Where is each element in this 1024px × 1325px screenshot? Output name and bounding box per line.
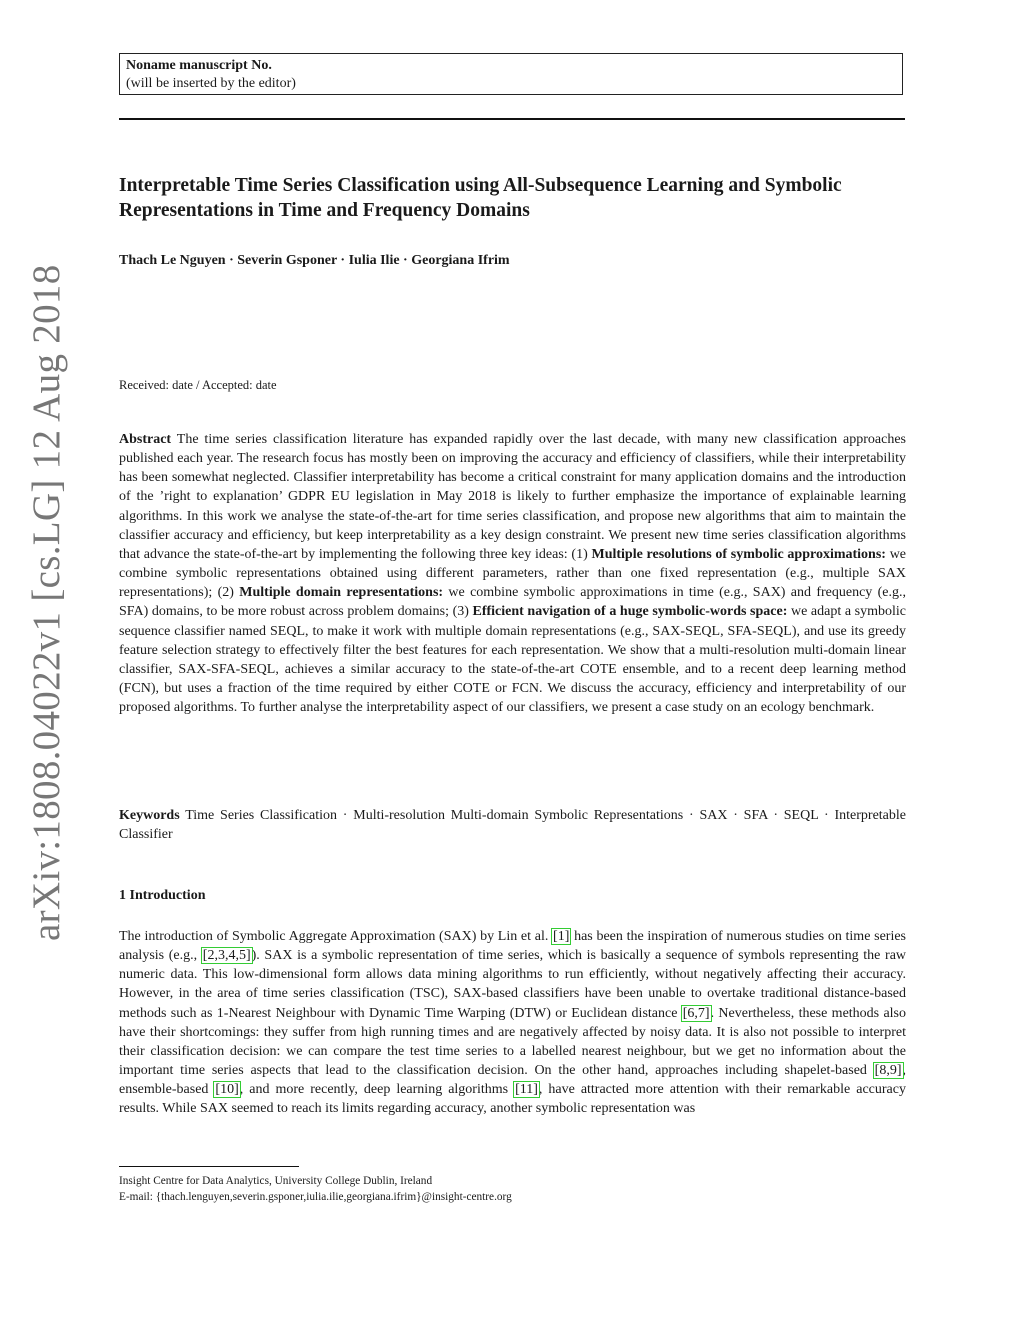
abstract-text-2: we combine symbolic representations obtained using different parameters, rather than one fixed representation (e.g., multiple SAX representations); (2) xyxy=(119,546,907,601)
abstract-label: Abstract xyxy=(119,432,172,447)
intro-text-5: , ensemble-based xyxy=(119,1063,906,1098)
citation-link[interactable]: [10] xyxy=(215,1082,239,1098)
abstract-text-3: we combine symbolic approximations in time (e.g., SAX) and frequency (e.g., SFA) domains, to be more robust across problem domains; (3) xyxy=(119,585,907,620)
section-heading-introduction: 1 Introduction xyxy=(119,888,206,903)
abstract-text-1: The time series classification literature has expanded rapidly over the last decade, with many new classification approaches published each year. The research focus has mostly been on improving the accuracy and efficiency of classifiers, while their interpretability has been somewhat neglected. Classifier interpretability has become a critical constraint for many application domains and the introduction of the ’right to explanation’ GDPR EU legislation in May 2018 is likely to further emphasize the importance of explainable learning algorithms. In this work we analyse the state-of-the-art for time series classification, and propose new algorithms that aim to maintain the classifier accuracy and efficiency, but keep interpretability as a key design constraint. We present new time series classification algorithms that advance the state-of-the-art by implementing the following three key ideas: (1) xyxy=(119,432,906,562)
editor-note: (will be inserted by the editor) xyxy=(126,76,296,91)
footnote-affiliation: Insight Centre for Data Analytics, University College Dublin, Ireland xyxy=(119,1175,433,1187)
intro-text-1: The introduction of Symbolic Aggregate Approximation (SAX) by Lin et al. xyxy=(119,929,549,944)
header-rule xyxy=(119,118,905,120)
introduction-paragraph xyxy=(119,927,906,1119)
citation-link[interactable]: [11] xyxy=(515,1082,538,1098)
intro-text-4: . Nevertheless, these methods also have their shortcomings: they suffer from high running times and are negatively affected by noisy data. It is also not possible to interpret their classification decision: we can compare the test time series to a labelled nearest neighbour, but we get no information about the important time series aspects that lead to the classification decision. On the other hand, approaches including shapelet-based xyxy=(119,1005,907,1079)
intro-text-3: ). SAX is a symbolic representation of time series, which is basically a sequence of symbols representing the raw numeric data. This low-dimensional form allows data mining algorithms to run efficiently, without negatively affecting their accuracy. However, in the area of time series classification (TSC), SAX-based classifiers have been unable to overtake traditional distance-based methods such as 1-Nearest Neighbour with Dynamic Time Warping (DTW) or Euclidean distance xyxy=(119,948,907,1021)
paper-title: Interpretable Time Series Classification using All-Subsequence Learning and Symbolic Representations in Time and Frequency Domains xyxy=(119,175,842,221)
keywords-text: Time Series Classification · Multi-resolution Multi-domain Symbolic Representations · SAX · SFA · SEQL · Interpretable Classifier xyxy=(119,808,906,843)
keywords xyxy=(119,806,906,844)
footnote-email: E-mail: {thach.lenguyen,severin.gsponer,iulia.ilie,georgiana.ifrim}@insight-centre.org xyxy=(119,1191,512,1203)
author-list: Thach Le Nguyen · Severin Gsponer · Iulia Ilie · Georgiana Ifrim xyxy=(119,253,510,268)
abstract xyxy=(119,430,906,717)
keywords-label: Keywords xyxy=(119,808,180,823)
abstract-idea-1: Multiple resolutions of symbolic approximations: xyxy=(591,546,886,562)
footnote-rule xyxy=(119,1166,299,1167)
intro-text-2: has been the inspiration of numerous studies on time series analysis (e.g., xyxy=(119,929,906,964)
abstract-text-4: we adapt a symbolic sequence classifier named SEQL, to make it work with multiple domain representations (e.g., SAX-SEQL, SFA-SEQL), and use its greedy feature selection strategy to effectively filter the best features for each representation. We show that a multi-resolution multi-domain linear classifier, SAX-SFA-SEQL, achieves a similar accuracy to the state-of-the-art COTE ensemble, and to a recent deep learning method (FCN), but uses a fraction of the time required by either COTE or FCN. We discuss the accuracy, efficiency and interpretability of our proposed algorithms. To further analyse the interpretability aspect of our classifiers, we present a case study on an ecology benchmark. xyxy=(119,604,906,716)
intro-text-6: , and more recently, deep learning algorithms xyxy=(239,1082,509,1098)
manuscript-header-box xyxy=(119,53,903,95)
citation-link[interactable]: [2,3,4,5] xyxy=(202,948,251,964)
abstract-idea-2: Multiple domain representations: xyxy=(239,585,444,601)
footnote xyxy=(119,1173,905,1205)
received-date: Received: date / Accepted: date xyxy=(119,378,277,392)
intro-text-7: , have attracted more attention with their remarkable accuracy results. While SAX seemed to reach its limits regarding accuracy, another symbolic representation was xyxy=(119,1082,906,1117)
citation-link[interactable]: [6,7] xyxy=(682,1005,710,1021)
abstract-idea-3: Efficient navigation of a huge symbolic-words space: xyxy=(472,604,788,620)
citation-link[interactable]: [1] xyxy=(553,929,570,944)
arxiv-identifier: arXiv:1808.04022v1 [cs.LG] 12 Aug 2018 xyxy=(25,264,68,941)
manuscript-number: Noname manuscript No. xyxy=(126,58,272,73)
citation-link[interactable]: [8,9] xyxy=(874,1063,902,1079)
